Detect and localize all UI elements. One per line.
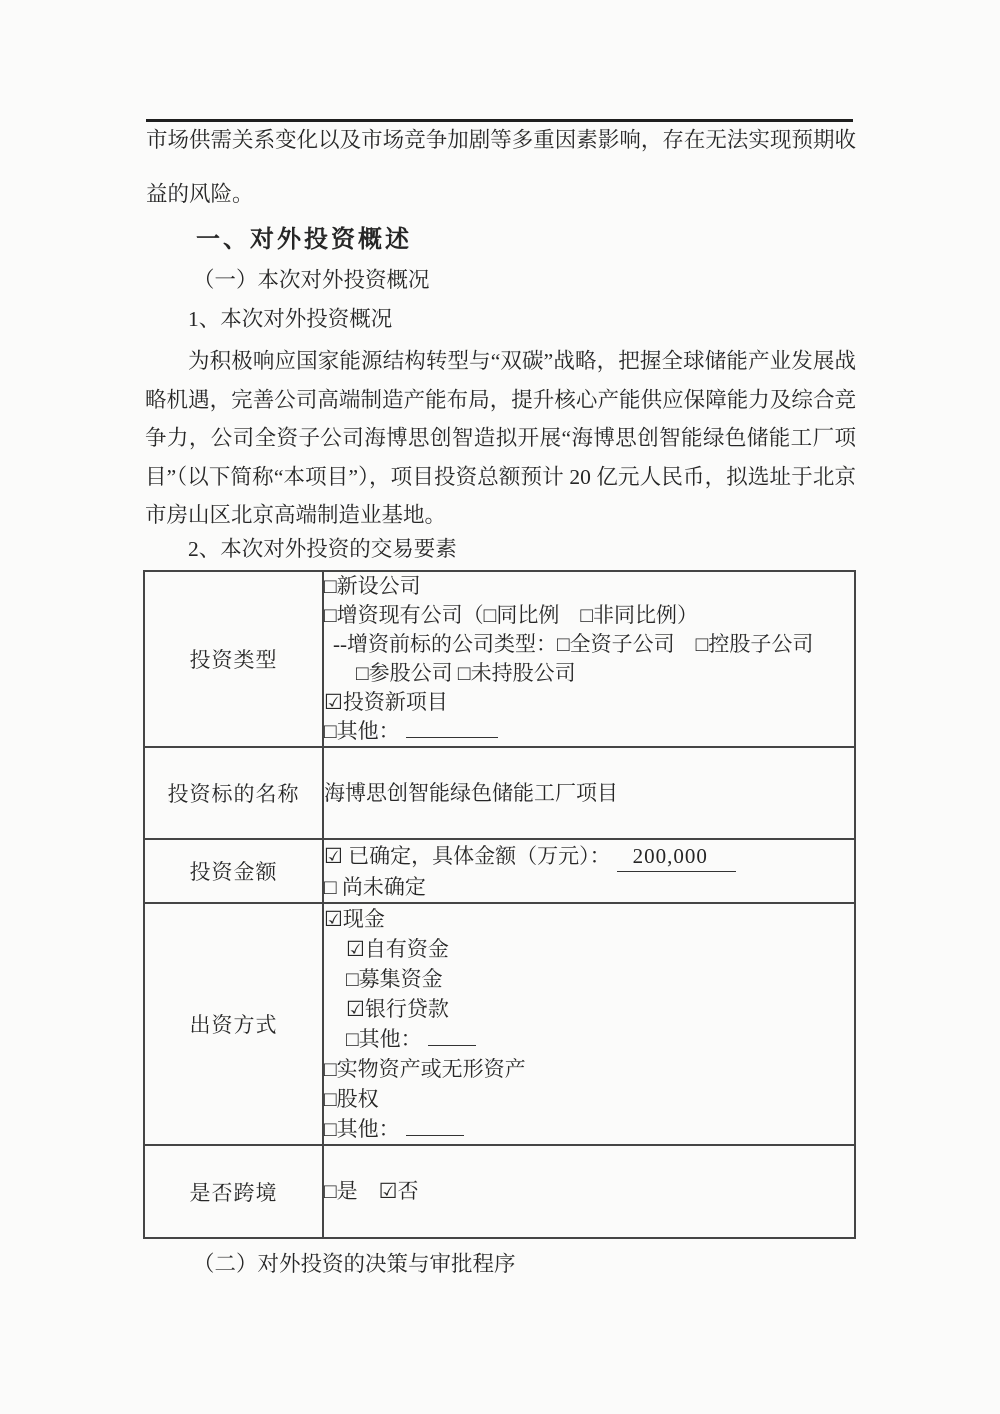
- risk-paragraph: 市场供需关系变化以及市场竞争加剧等多重因素影响，存在无法实现预期收益的风险。: [146, 128, 856, 206]
- target-name-value: 海博思创智能绿色储能工厂项目: [324, 780, 618, 805]
- amount-value: 200,000: [617, 841, 736, 872]
- option-own-funds-checked: ☑自有资金: [346, 937, 449, 961]
- option-amount-confirmed-label: ☑ 已确定，具体金额（万元）：: [324, 843, 611, 868]
- table-row-cross-border: [144, 1145, 855, 1238]
- option-amount-confirmed: [324, 841, 854, 872]
- row-label-investment-amount: 投资金额: [144, 839, 323, 903]
- subsection-heading-1: （一）本次对外投资概况: [193, 268, 430, 292]
- row-label-investment-type: 投资类型: [144, 571, 323, 747]
- row-label-funding-method: 出资方式: [144, 903, 323, 1145]
- option-capital-increase-existing: □增资现有公司（□同比例 □非同比例）: [324, 603, 699, 627]
- row-label-target-name: 投资标的名称: [144, 747, 323, 839]
- option-amount-undetermined: □ 尚未确定: [324, 874, 426, 899]
- option-new-project-checked: ☑投资新项目: [324, 690, 448, 714]
- blank-underline: [428, 1025, 476, 1046]
- table-row-funding-method: [144, 903, 855, 1145]
- option-new-company: □新设公司: [324, 574, 421, 598]
- item-heading-1: 1、本次对外投资概况: [188, 307, 393, 331]
- option-other-type-label: □其他：: [324, 719, 400, 743]
- option-cash-checked: ☑现金: [324, 907, 385, 931]
- subsection-heading-2: （二）对外投资的决策与审批程序: [193, 1252, 516, 1276]
- option-cash-other: [324, 1024, 854, 1054]
- option-cross-border-yes-no: □是 ☑否: [324, 1179, 419, 1203]
- option-raised-funds: □募集资金: [346, 967, 443, 991]
- option-cash-other-label: □其他：: [346, 1027, 422, 1051]
- option-shareholding-types: □参股公司 □未持股公司: [356, 661, 576, 685]
- option-funding-other-label: □其他：: [324, 1117, 400, 1141]
- option-bank-loan-checked: ☑银行贷款: [346, 997, 449, 1021]
- option-equity: □股权: [324, 1087, 379, 1111]
- row-label-cross-border: 是否跨境: [144, 1145, 323, 1238]
- option-target-company-type: --增资前标的公司类型：□全资子公司 □控股子公司: [333, 632, 814, 656]
- option-funding-other: [324, 1114, 854, 1144]
- blank-underline: [406, 717, 498, 738]
- section-heading: 一、对外投资概述: [196, 227, 412, 253]
- table-row-investment-type: [144, 571, 855, 747]
- investment-overview-paragraph: 为积极响应国家能源结构转型与“双碳”战略，把握全球储能产业发展战略机遇，完善公司高端制造产能布局，提升核心产能供应保障能力及综合竞争力，公司全资子公司海博思创智造拟开展“海博思创智能绿色储能工厂项目”（以下简称“本项目”），项目投资总额预计 20 亿元人民币，拟选址于北京市房山区北京高端制造业基地。: [145, 349, 856, 527]
- blank-underline: [406, 1115, 464, 1136]
- item-heading-2: 2、本次对外投资的交易要素: [188, 537, 457, 561]
- table-row-target-name: [144, 747, 855, 839]
- option-other-type: [324, 717, 854, 746]
- table-row-investment-amount: [144, 839, 855, 903]
- transaction-elements-table: [143, 570, 856, 1239]
- option-physical-or-intangible-assets: □实物资产或无形资产: [324, 1057, 526, 1081]
